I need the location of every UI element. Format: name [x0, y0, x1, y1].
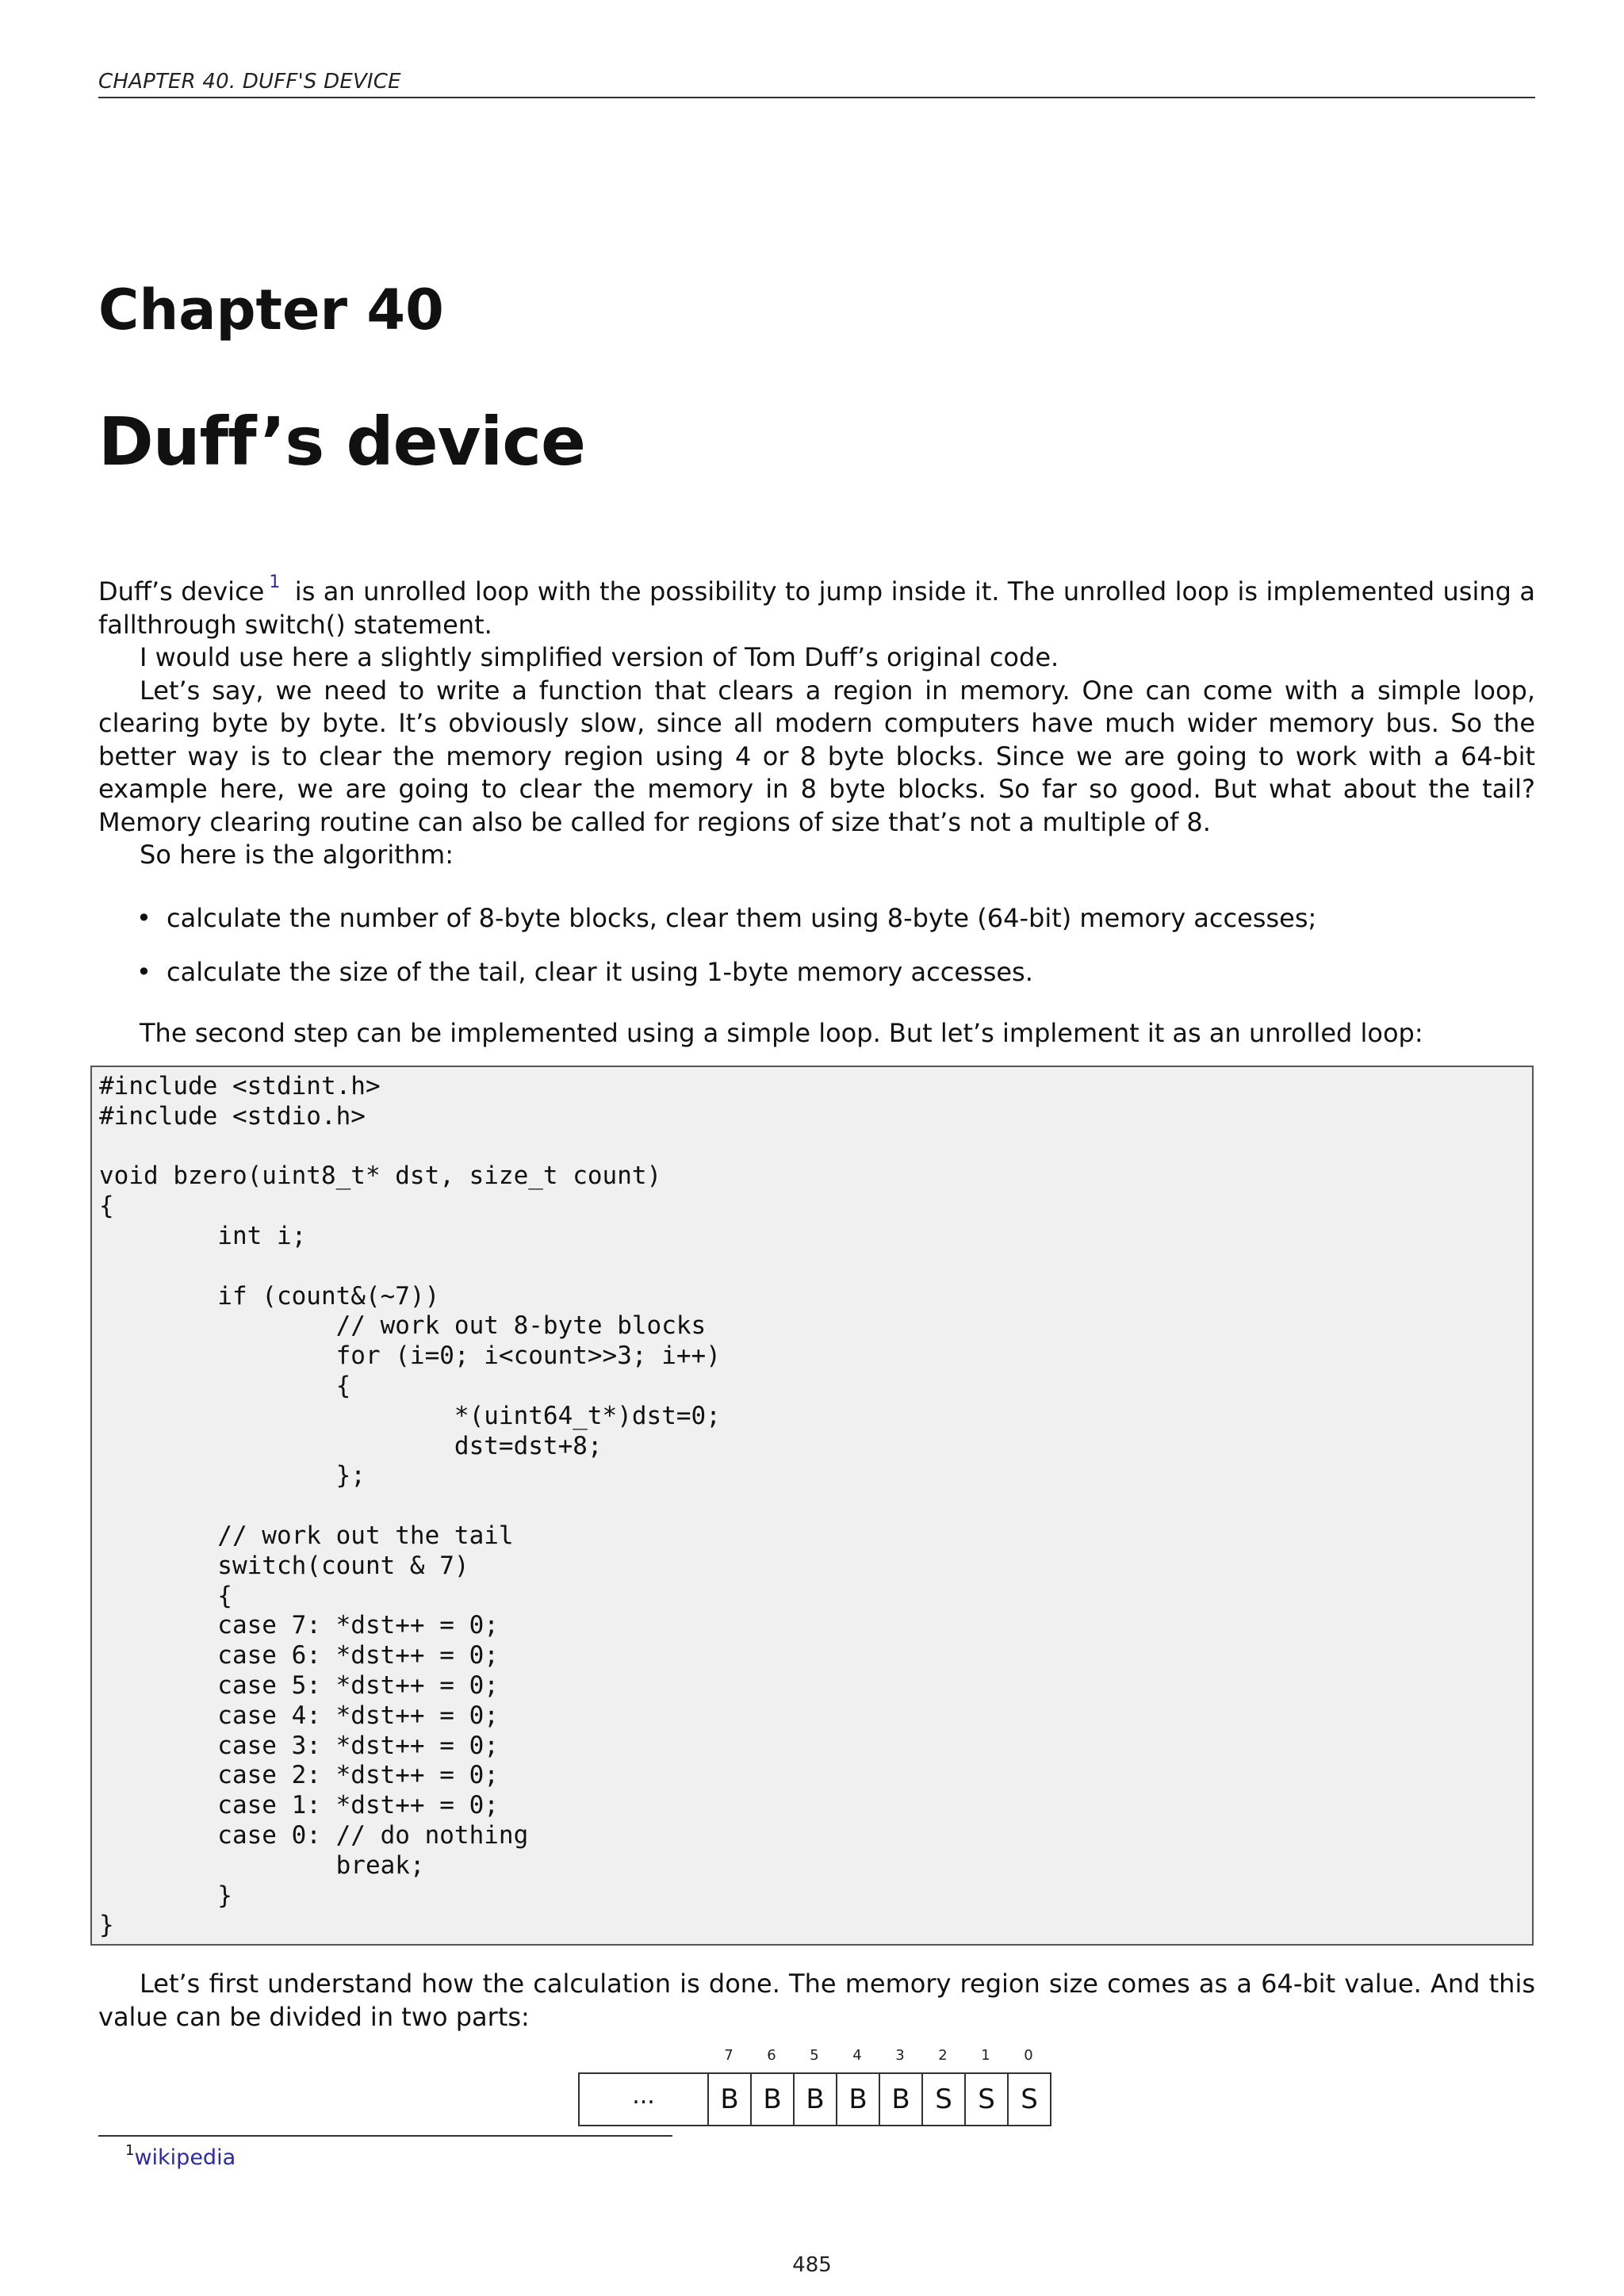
footnote-mark: 1	[125, 2142, 135, 2159]
chapter-title: Duff’s device	[98, 403, 585, 480]
bullet-icon: •	[136, 957, 151, 987]
bit-number: 5	[810, 2047, 819, 2064]
bullet-icon: •	[136, 903, 151, 933]
bit-cell-row	[578, 2072, 1051, 2126]
code-block: #include <stdint.h> #include <stdio.h> void bzero(uint8_t* dst, size_t count) { int i; if (count&(~7)) // work out 8-byte blocks for (i=0; i<count>>3; i++) { *(uint64_t*)dst=0; dst=dst+8; }; // work out the tail switch(count & 7) { case 7: *dst++ = 0; case 6: *dst++ = 0; case 5: *dst++ = 0; case 4: *dst++ = 0; case 3: *dst++ = 0; case 2: *dst++ = 0; case 1: *dst++ = 0; case 0: // do nothing break; } }	[99, 1072, 721, 1940]
bit-number: 4	[852, 2047, 862, 2064]
bit-number: 2	[938, 2047, 948, 2064]
bit-cell: B	[879, 2072, 923, 2126]
footnote	[125, 2142, 236, 2170]
after-code-paragraph: Let’s first understand how the calculation is done. The memory region size comes as a 64-bit value. And this value can be divided in two parts:	[98, 1969, 1535, 2032]
bit-number: 3	[895, 2047, 905, 2064]
footnote-divider	[98, 2135, 672, 2137]
running-head: CHAPTER 40. DUFF'S DEVICE	[98, 70, 1535, 98]
bit-cell: B	[707, 2072, 752, 2126]
bit-number: 1	[981, 2047, 990, 2064]
list-item-text: calculate the number of 8-byte blocks, clear them using 8-byte (64-bit) memory accesses;	[167, 903, 1317, 933]
intro-p1-start: Duff’s device	[98, 576, 265, 607]
bit-number: 0	[1024, 2047, 1033, 2064]
bit-cell: S	[964, 2072, 1009, 2126]
page-number: 485	[792, 2253, 832, 2277]
bit-cell: S	[1007, 2072, 1051, 2126]
step-paragraph: The second step can be implemented using a simple loop. But let’s implement it as an unrolled loop:	[140, 1018, 1423, 1048]
intro-section	[98, 572, 1536, 872]
chapter-label: Chapter 40	[98, 277, 444, 342]
bit-cell: S	[921, 2072, 966, 2126]
list-item-text: calculate the size of the tail, clear it using 1-byte memory accesses.	[167, 957, 1033, 987]
bit-cell: B	[836, 2072, 880, 2126]
upper-bits-cell: ...	[578, 2072, 709, 2126]
list-item	[98, 902, 1535, 956]
intro-p1-rest: is an unrolled loop with the possibility to jump inside it. The unrolled loop is implemented using a fallthrough switch() statement.	[98, 576, 1536, 640]
intro-paragraph-3: Let’s say, we need to write a function that clears a region in memory. One can come with a simple loop, clearing byte by byte. It’s obviously slow, since all modern computers have much wider memory bus. So the better way is to clear the memory region using 4 or 8 byte blocks. Since we are going to work with a 64-bit example here, we are going to clear the memory in 8 byte blocks. So far so good. But what about the tail? Memory clearing routine can also be called for regions of size that’s not a multiple of 8.	[98, 675, 1535, 837]
bit-number: 6	[767, 2047, 776, 2064]
bit-cell: B	[793, 2072, 837, 2126]
bit-number: 7	[724, 2047, 733, 2064]
list-item	[98, 956, 1535, 1010]
footnote-ref[interactable]: 1	[269, 572, 281, 592]
intro-paragraph-2: I would use here a slightly simplified version of Tom Duff’s original code.	[140, 642, 1059, 672]
step-section	[98, 1017, 1535, 1050]
after-code-section	[98, 1968, 1535, 2034]
algorithm-list	[98, 902, 1535, 1010]
bit-cell: B	[750, 2072, 795, 2126]
intro-paragraph-4: So here is the algorithm:	[140, 840, 454, 870]
intro-paragraph-1	[98, 572, 1536, 641]
footnote-link[interactable]: wikipedia	[134, 2145, 236, 2170]
code-listing	[90, 1066, 1534, 1946]
